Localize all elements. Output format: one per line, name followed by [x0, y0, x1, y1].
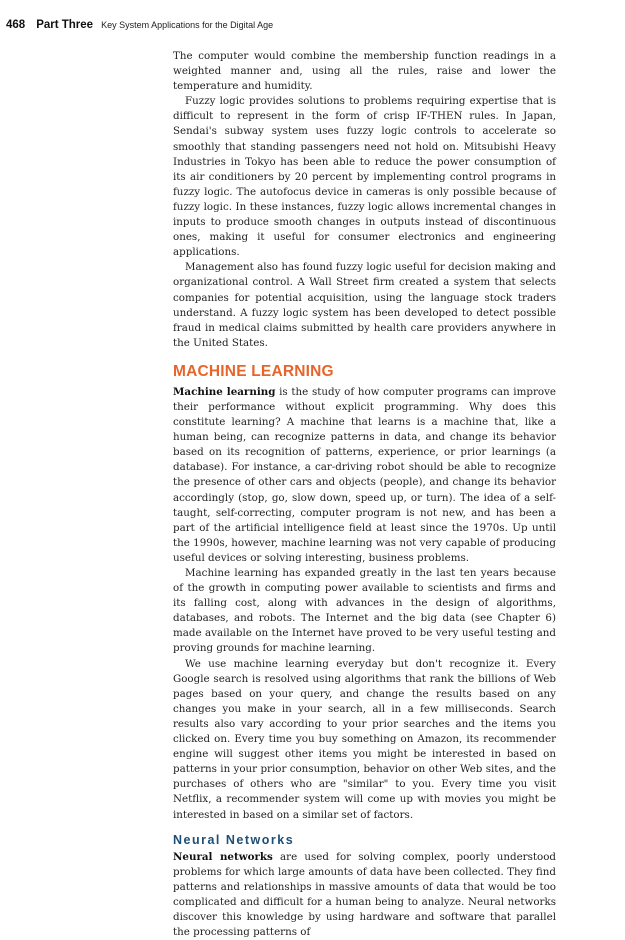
- paragraph: [173, 385, 556, 566]
- section-heading: MACHINE LEARNING: [173, 362, 334, 380]
- paragraph-text: are used for solving complex, poorly understood problems for which large amounts of data have been collected. They find patterns and relationships in massive amounts of data that would be too complicated and difficult for a human being to analyze. Neural networks discover this knowledge by using hardware and software that parallel the processing patterns of: [173, 850, 556, 939]
- paragraph: The computer would combine the membership function readings in a weighted manner and, using all the rules, raise and lower the temperature and humidity.: [173, 50, 556, 93]
- part-label: Part Three: [36, 19, 94, 31]
- paragraph-text: is the study of how computer programs can improve their performance without explicit programming. Why does this constitute learning? A machine that learns is a machine that, like a human being, can recognize patterns in data, and change its behavior based on its recognition of patterns, experience, or prior learnings (a database). For instance, a car-driving robot should be able to recognize the presence of other cars and objects (people), and change its behavior accordingly (stop, go, slow down, speed up, or turn). The idea of a self-taught, self-correcting, computer program is not new, and has been a part of the artificial intelligence field at least since the 1970s. Up until the 1990s, however, machine learning was not very capable of producing useful devices or solving interesting, business problems.: [173, 385, 556, 564]
- page-number: 468: [6, 19, 26, 31]
- key-term: Neural networks: [173, 850, 273, 863]
- running-header: [6, 15, 273, 33]
- key-term: Machine learning: [173, 385, 276, 398]
- paragraph: Machine learning has expanded greatly in the last ten years because of the growth in computing power available to scientists and firms and its falling cost, along with advances in the design of algorithms, databases, and robots. The Internet and the big data (see Chapter 6) made available on the Internet have proved to be very useful testing and proving grounds for machine learning.: [173, 567, 556, 655]
- chapter-title: Key System Applications for the Digital Age: [101, 20, 274, 30]
- paragraph: Management also has found fuzzy logic useful for decision making and organizational control. A Wall Street firm created a system that selects companies for potential acquisition, using the language stock traders understand. A fuzzy logic system has been developed to detect possible fraud in medical claims submitted by health care providers anywhere in the United States.: [173, 261, 556, 349]
- paragraph: [173, 850, 556, 940]
- subsection-heading: Neural Networks: [173, 832, 295, 847]
- text-column: [173, 49, 556, 940]
- paragraph: Fuzzy logic provides solutions to problems requiring expertise that is difficult to represent in the form of crisp IF-THEN rules. In Japan, Sendai's subway system uses fuzzy logic controls to accelerate so smoothly that standing passengers need not hold on. Mitsubishi Heavy Industries in Tokyo has been able to reduce the power consumption of its air conditioners by 20 percent by implementing control programs in fuzzy logic. The autofocus device in cameras is only possible because of fuzzy logic. In these instances, fuzzy logic allows incremental changes in inputs to produce smooth changes in outputs instead of discontinuous ones, making it useful for consumer electronics and engineering applications.: [173, 95, 556, 259]
- paragraph: We use machine learning everyday but don't recognize it. Every Google search is resolved using algorithms that rank the billions of Web pages based on your query, and change the results based on any changes you make in your search, all in a few milliseconds. Search results also vary according to your prior searches and the items you clicked on. Every time you buy something on Amazon, its recommender engine will suggest other items you might be interested in based on patterns in your prior consumption, behavior on other Web sites, and the purchases of others who are "similar" to you. Every time you visit Netflix, a recommender system will come up with movies you might be interested in based on a similar set of factors.: [173, 657, 556, 821]
